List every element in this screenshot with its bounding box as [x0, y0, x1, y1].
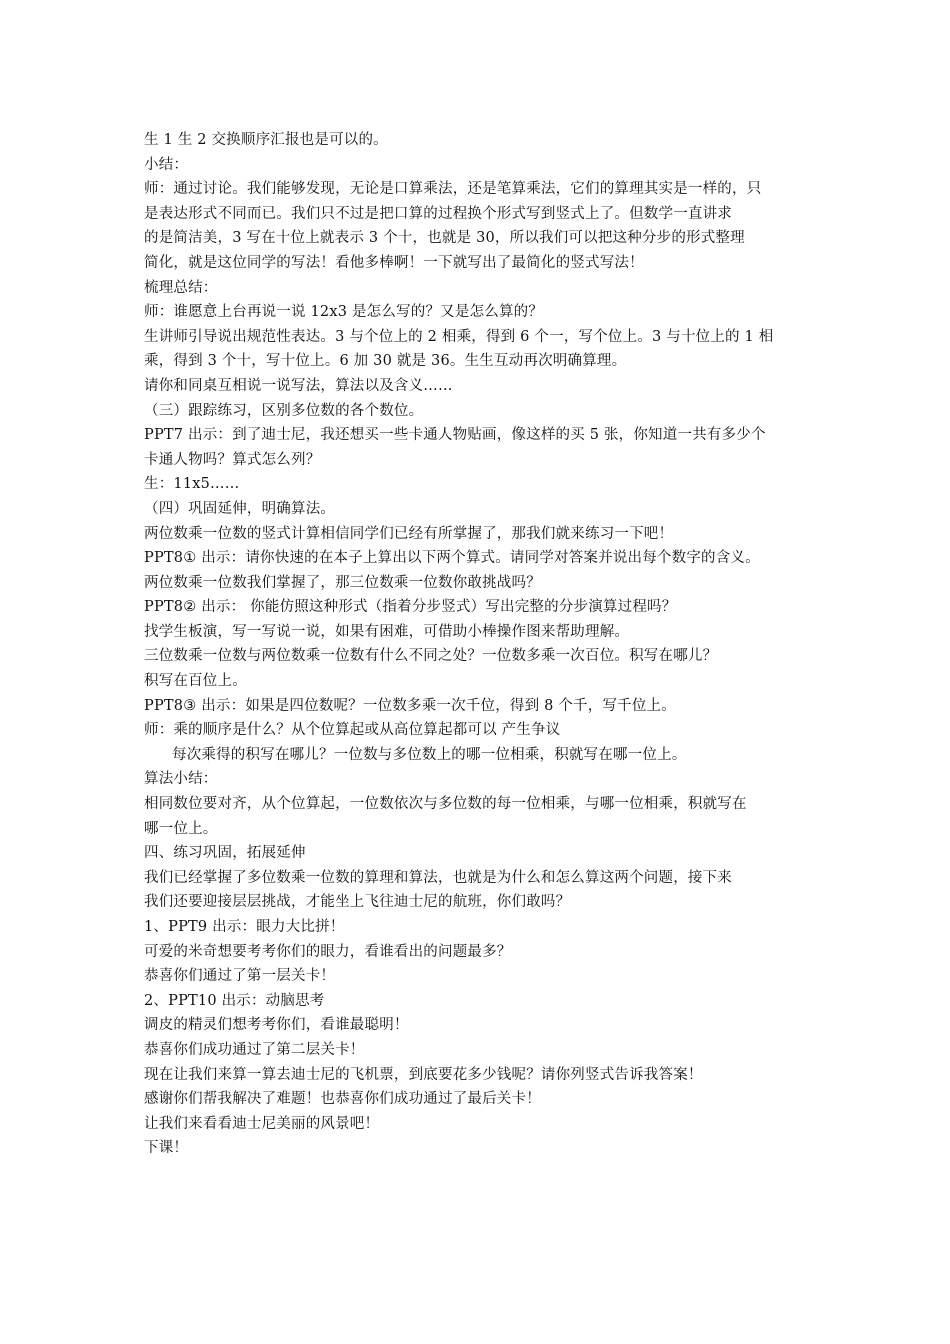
- text-line: 卡通人物吗？算式怎么列？: [144, 451, 321, 468]
- document-body: [144, 128, 812, 1161]
- text-line: 2、PPT10 出示：动脑思考: [144, 992, 325, 1009]
- text-line: 生：11x5……: [144, 476, 240, 493]
- text-line: PPT8① 出示：请你快速的在本子上算出以下两个算式。请同学对答案并说出每个数字的含义。: [144, 550, 760, 567]
- text-line: 现在让我们来算一算去迪士尼的飞机票，到底要花多少钱呢？请你列竖式告诉我答案！: [144, 1066, 703, 1083]
- text-line: 三位数乘一位数与两位数乘一位数有什么不同之处？一位数多乘一次百位。积写在哪儿？: [144, 648, 718, 665]
- text-line: 的是简洁美，3 写在十位上就表示 3 个十，也就是 30，所以我们可以把这种分步的形式整理: [144, 230, 745, 247]
- text-line: 我们还要迎接层层挑战，才能坐上飞往迪士尼的航班，你们敢吗？: [144, 894, 571, 911]
- indented-text-line: 每次乘得的积写在哪儿？一位数与多位数上的哪一位相乘，积就写在哪一位上。: [172, 746, 687, 763]
- text-line: 请你和同桌互相说一说写法，算法以及含义……: [144, 377, 453, 394]
- text-line: 找学生板演，写一写说一说，如果有困难，可借助小棒操作图来帮助理解。: [144, 623, 630, 640]
- text-line: 下课！: [144, 1140, 189, 1157]
- text-line: 让我们来看看迪士尼美丽的风景吧！: [144, 1115, 380, 1132]
- text-line: 师：通过讨论。我们能够发现，无论是口算乘法，还是笔算乘法，它们的算理其实是一样的，只: [144, 181, 762, 198]
- text-line: PPT8③ 出示：如果是四位数呢？一位数多乘一次千位，得到 8 个千，写千位上。: [144, 697, 676, 714]
- text-line: 哪一位上。: [144, 820, 218, 837]
- text-line: 我们已经掌握了多位数乘一位数的算理和算法，也就是为什么和怎么算这两个问题，接下来: [144, 869, 732, 886]
- section-heading: （三）跟踪练习，区别多位数的各个数位。: [144, 402, 424, 419]
- text-line: 可爱的米奇想要考考你们的眼力，看谁看出的问题最多？: [144, 943, 512, 960]
- section-heading: 四、练习巩固，拓展延伸: [144, 845, 306, 862]
- text-line: 两位数乘一位数的竖式计算相信同学们已经有所掌握了，那我们就来练习一下吧！: [144, 525, 674, 542]
- section-heading: （四）巩固延伸，明确算法。: [144, 500, 336, 517]
- text-line: 师：乘的顺序是什么？从个位算起或从高位算起都可以 产生争议: [144, 722, 561, 739]
- text-line: 是表达形式不同而已。我们只不过是把口算的过程换个形式写到竖式上了。但数学一直讲求: [144, 205, 732, 222]
- text-line: 恭喜你们通过了第一层关卡！: [144, 968, 336, 985]
- text-line: 积写在百位上。: [144, 673, 247, 690]
- text-line: PPT8② 出示： 你能仿照这种形式（指着分步竖式）写出完整的分步演算过程吗？: [144, 599, 677, 616]
- text-line: 相同数位要对齐，从个位算起，一位数依次与多位数的每一位相乘，与哪一位相乘，积就写在: [144, 796, 747, 813]
- text-line: 两位数乘一位数我们掌握了，那三位数乘一位数你敢挑战吗？: [144, 574, 541, 591]
- text-line: 师：谁愿意上台再说一说 12x3 是怎么写的？又是怎么算的？: [144, 304, 544, 321]
- text-line: 乘，得到 3 个十，写十位上。6 加 30 就是 36。生生互动再次明确算理。: [144, 353, 627, 370]
- text-line: 恭喜你们成功通过了第二层关卡！: [144, 1041, 365, 1058]
- text-line: 调皮的精灵们想考考你们，看谁最聪明！: [144, 1017, 409, 1034]
- text-line: 生 1 生 2 交换顺序汇报也是可以的。: [144, 132, 388, 148]
- section-heading: 梳理总结：: [144, 279, 218, 296]
- text-line: 生讲师引导说出规范性表达。3 与个位上的 2 相乘，得到 6 个一，写个位上。3 与十位上的 1 相: [144, 328, 774, 345]
- text-line: 简化，就是这位同学的写法！看他多棒啊！一下就写出了最简化的竖式写法！: [144, 254, 644, 271]
- text-line: 感谢你们帮我解决了难题！也恭喜你们成功通过了最后关卡！: [144, 1091, 541, 1108]
- text-line: PPT7 出示：到了迪士尼，我还想买一些卡通人物贴画，像这样的买 5 张，你知道一共有多少个: [144, 427, 766, 444]
- text-line: 1、PPT9 出示：眼力大比拼！: [144, 919, 345, 935]
- section-heading: 算法小结：: [144, 771, 218, 788]
- section-heading: 小结：: [144, 156, 189, 173]
